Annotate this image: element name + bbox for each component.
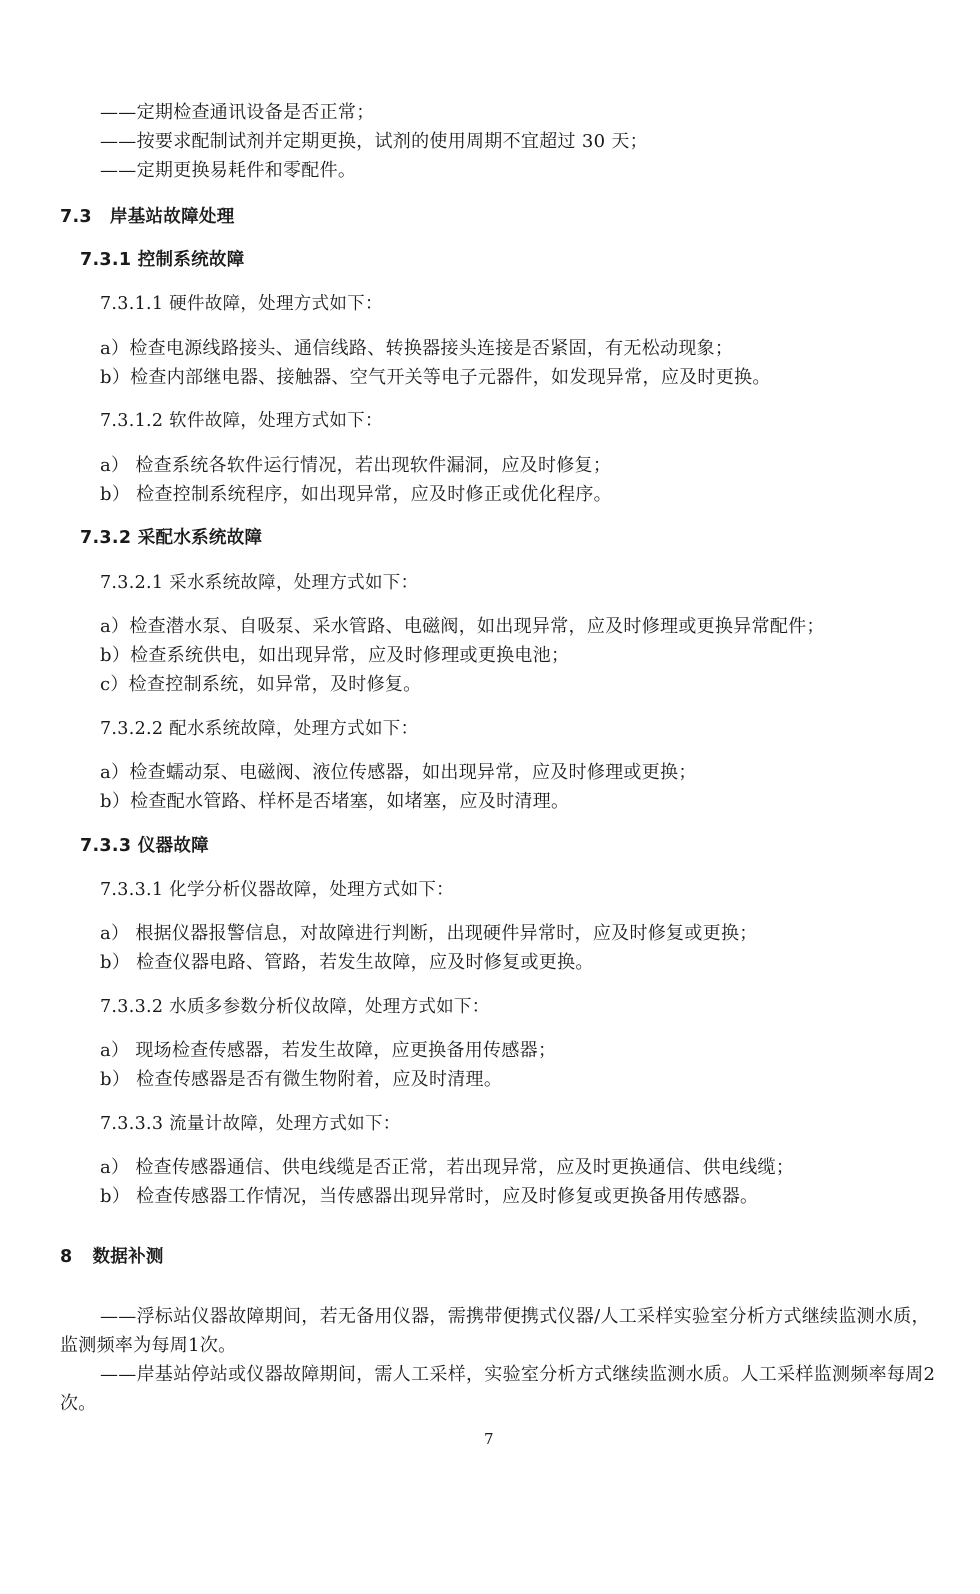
section-7-3-2-heading: 7.3.2 采配水系统故障	[80, 528, 263, 548]
section-7-3-3-1-heading: 7.3.3.1 化学分析仪器故障，处理方式如下：	[100, 880, 454, 900]
list-item: a） 现场检查传感器，若发生故障，应更换备用传感器；	[100, 1040, 557, 1061]
section-7-3-2-2-heading: 7.3.2.2 配水系统故障，处理方式如下：	[100, 719, 419, 739]
maintenance-item-3: ——定期更换易耗件和零配件。	[100, 160, 357, 181]
data-supplement-paragraph-2: ——岸基站停站或仪器故障期间，需人工采样，实验室分析方式继续监测水质。人工采样监测频率每周2次。	[60, 1364, 936, 1414]
page-number: 7	[484, 1430, 494, 1448]
section-7-3-number: 7.3	[60, 207, 92, 227]
section-7-3-2-1-heading: 7.3.2.1 采水系统故障，处理方式如下：	[100, 573, 419, 593]
list-item: b）检查配水管路、样杯是否堵塞，如堵塞，应及时清理。	[100, 791, 570, 812]
section-7-3-3-2-heading: 7.3.3.2 水质多参数分析仪故障，处理方式如下：	[100, 997, 490, 1017]
list-item: a）检查潜水泵、自吸泵、采水管路、电磁阀，如出现异常，应及时修理或更换异常配件；	[100, 616, 825, 637]
list-item: b） 检查仪器电路、管路，若发生故障，应及时修复或更换。	[100, 952, 594, 973]
list-item: a）检查电源线路接头、通信线路、转换器接头连接是否紧固，有无松动现象；	[100, 338, 734, 359]
list-item: a） 根据仪器报警信息，对故障进行判断，出现硬件异常时，应及时修复或更换；	[100, 923, 758, 944]
section-7-3-1-1-heading: 7.3.1.1 硬件故障，处理方式如下：	[100, 294, 383, 314]
list-item: b）检查内部继电器、接触器、空气开关等电子元器件，如发现异常，应及时更换。	[100, 367, 771, 388]
section-8-number: 8	[60, 1247, 73, 1267]
list-item: b） 检查传感器是否有微生物附着，应及时清理。	[100, 1069, 503, 1090]
section-7-3-1-heading: 7.3.1 控制系统故障	[80, 250, 245, 270]
list-item: b）检查系统供电，如出现异常，应及时修理或更换电池；	[100, 645, 570, 666]
list-item: a） 检查系统各软件运行情况，若出现软件漏洞，应及时修复；	[100, 455, 612, 476]
section-8-title: 数据补测	[92, 1247, 164, 1267]
list-item: a） 检查传感器通信、供电线缆是否正常，若出现异常，应及时更换通信、供电线缆；	[100, 1157, 795, 1178]
list-item: c）检查控制系统，如异常，及时修复。	[100, 674, 422, 695]
section-7-3-3-heading: 7.3.3 仪器故障	[80, 836, 209, 856]
section-7-3-heading	[60, 205, 235, 229]
section-7-3-title: 岸基站故障处理	[109, 207, 235, 227]
list-item: b） 检查传感器工作情况，当传感器出现异常时，应及时修复或更换备用传感器。	[100, 1186, 759, 1207]
section-7-3-1-2-heading: 7.3.1.2 软件故障，处理方式如下：	[100, 411, 383, 431]
list-item: a）检查蠕动泵、电磁阀、液位传感器，如出现异常，应及时修理或更换；	[100, 762, 697, 783]
list-item: b） 检查控制系统程序，如出现异常，应及时修正或优化程序。	[100, 484, 612, 505]
maintenance-item-2: ——按要求配制试剂并定期更换，试剂的使用周期不宜超过 30 天；	[100, 131, 648, 152]
section-7-3-3-3-heading: 7.3.3.3 流量计故障，处理方式如下：	[100, 1114, 401, 1134]
maintenance-item-1: ——定期检查通讯设备是否正常；	[100, 102, 375, 123]
section-8-heading	[60, 1245, 164, 1269]
data-supplement-paragraph-1: ——浮标站仪器故障期间，若无备用仪器，需携带便携式仪器/人工采样实验室分析方式继续监测水质，监测频率为每周1次。	[60, 1306, 930, 1356]
